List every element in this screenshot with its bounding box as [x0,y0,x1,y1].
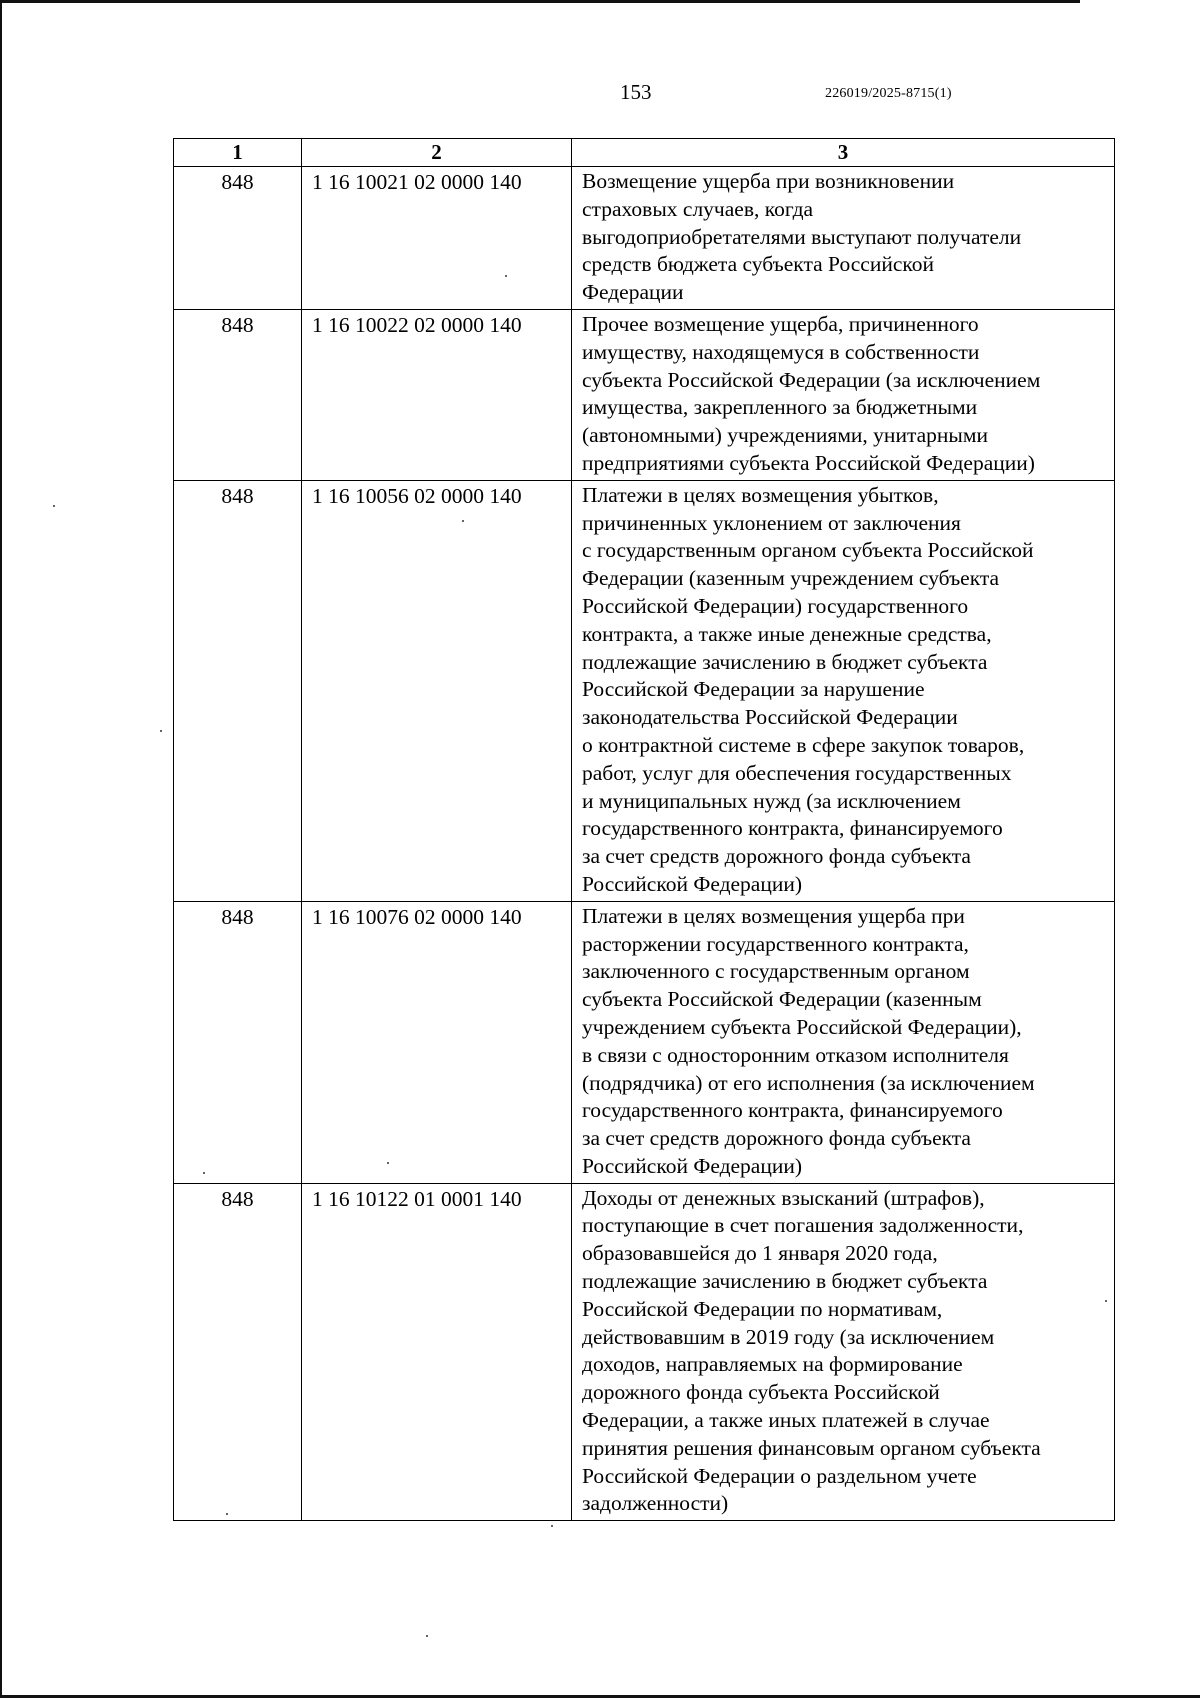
description-line: задолженности) [582,1491,729,1516]
table-row [174,901,1115,1183]
description-line: учреждением субъекта Российской Федерации), [582,1014,1022,1039]
description-line: образовавшейся до 1 января 2020 года, [582,1241,938,1266]
description-line: (автономными) учреждениями, унитарными [582,423,988,448]
description-line: Прочее возмещение ущерба, причиненного [582,311,979,336]
budget-codes-table-container [173,138,1115,1521]
scan-speck [160,730,162,732]
description-line: доходов, направляемых на формирование [582,1352,963,1377]
description-line: принятия решения финансовым органом субъекта [582,1435,1041,1460]
description-line: дорожного фонда субъекта Российской [582,1380,940,1405]
revenue-description-cell [572,901,1115,1183]
column-header-1: 1 [174,139,302,167]
scan-border-top [0,0,1080,3]
description-line: выгодоприобретателями выступают получатели [582,224,1022,249]
description-line: Федерации [582,280,684,305]
description-line: Федерации (казенным учреждением субъекта [582,566,1000,591]
scan-speck [203,1172,205,1174]
description-line: Российской Федерации) государственного [582,593,969,618]
admin-code-cell: 848 [174,167,302,310]
description-line: подлежащие зачислению в бюджет субъекта [582,1269,988,1294]
description-line: страховых случаев, когда [582,196,814,221]
description-line: поступающие в счет погашения задолженности, [582,1213,1024,1238]
scan-speck [226,1513,228,1515]
description-line: за счет средств дорожного фонда субъекта [582,1126,971,1151]
admin-code-cell: 848 [174,901,302,1183]
description-line: и муниципальных нужд (за исключением [582,788,961,813]
description-line: причиненных уклонением от заключения [582,510,961,535]
table-row [174,309,1115,480]
page-number: 153 [620,80,652,104]
description-line: средств бюджета субъекта Российской [582,252,934,277]
description-line: Возмещение ущерба при возникновении [582,169,955,193]
table-body [174,167,1115,1521]
description-line: предприятиями субъекта Российской Федерации) [582,450,1035,475]
scan-border-left [0,0,2,1698]
description-line: действовавшим в 2019 году (за исключением [582,1324,995,1349]
budget-classification-code-cell: 1 16 10122 01 0001 140 [302,1183,572,1521]
scan-speck [505,275,507,277]
admin-code-cell: 848 [174,1183,302,1521]
document-reference: 226019/2025-8715(1) [825,86,952,101]
admin-code-cell: 848 [174,480,302,901]
description-line: Российской Федерации о раздельном учете [582,1463,977,1488]
revenue-description-cell [572,309,1115,480]
description-line: контракта, а также иные денежные средства, [582,621,992,646]
description-line: Российской Федерации) [582,1153,803,1178]
budget-classification-code-cell: 1 16 10022 02 0000 140 [302,309,572,480]
admin-code-cell: 848 [174,309,302,480]
scan-speck [1105,1300,1107,1302]
table-row [174,167,1115,310]
description-line: подлежащие зачислению в бюджет субъекта [582,649,988,674]
description-line: Платежи в целях возмещения убытков, [582,482,939,507]
description-line: Доходы от денежных взысканий (штрафов), [582,1185,985,1210]
description-line: в связи с односторонним отказом исполнителя [582,1042,1009,1067]
budget-classification-code-cell: 1 16 10056 02 0000 140 [302,480,572,901]
description-line: Федерации, а также иных платежей в случае [582,1408,990,1433]
description-line: имуществу, находящемуся в собственности [582,339,980,364]
description-line: субъекта Российской Федерации (казенным [582,987,982,1012]
scan-speck [53,505,55,507]
description-line: за счет средств дорожного фонда субъекта [582,844,971,869]
description-line: Российской Федерации за нарушение [582,677,925,702]
budget-classification-code-cell: 1 16 10021 02 0000 140 [302,167,572,310]
column-header-2: 2 [302,139,572,167]
description-line: с государственным органом субъекта Российской [582,538,1034,563]
scan-speck [387,1162,389,1164]
description-line: государственного контракта, финансируемого [582,1098,1003,1123]
column-header-3: 3 [572,139,1115,167]
scan-speck [551,1525,553,1527]
table-row [174,480,1115,901]
description-line: работ, услуг для обеспечения государственных [582,760,1012,785]
description-line: Российской Федерации по нормативам, [582,1296,943,1321]
budget-classification-code-cell: 1 16 10076 02 0000 140 [302,901,572,1183]
table-header-row [174,139,1115,167]
description-line: субъекта Российской Федерации (за исключением [582,367,1041,392]
description-line: заключенного с государственным органом [582,959,970,984]
scan-speck [462,520,464,522]
scan-speck [426,1635,428,1637]
description-line: имущества, закрепленного за бюджетными [582,395,978,420]
description-line: Российской Федерации) [582,871,803,896]
description-line: Платежи в целях возмещения ущерба при [582,903,965,928]
description-line: о контрактной системе в сфере закупок товаров, [582,732,1025,757]
description-line: расторжении государственного контракта, [582,931,969,956]
budget-codes-table [173,138,1115,1521]
description-line: (подрядчика) от его исполнения (за исключением [582,1070,1035,1095]
description-line: государственного контракта, финансируемого [582,816,1003,841]
table-row [174,1183,1115,1521]
description-line: законодательства Российской Федерации [582,705,958,730]
revenue-description-cell [572,167,1115,310]
revenue-description-cell [572,480,1115,901]
revenue-description-cell [572,1183,1115,1521]
